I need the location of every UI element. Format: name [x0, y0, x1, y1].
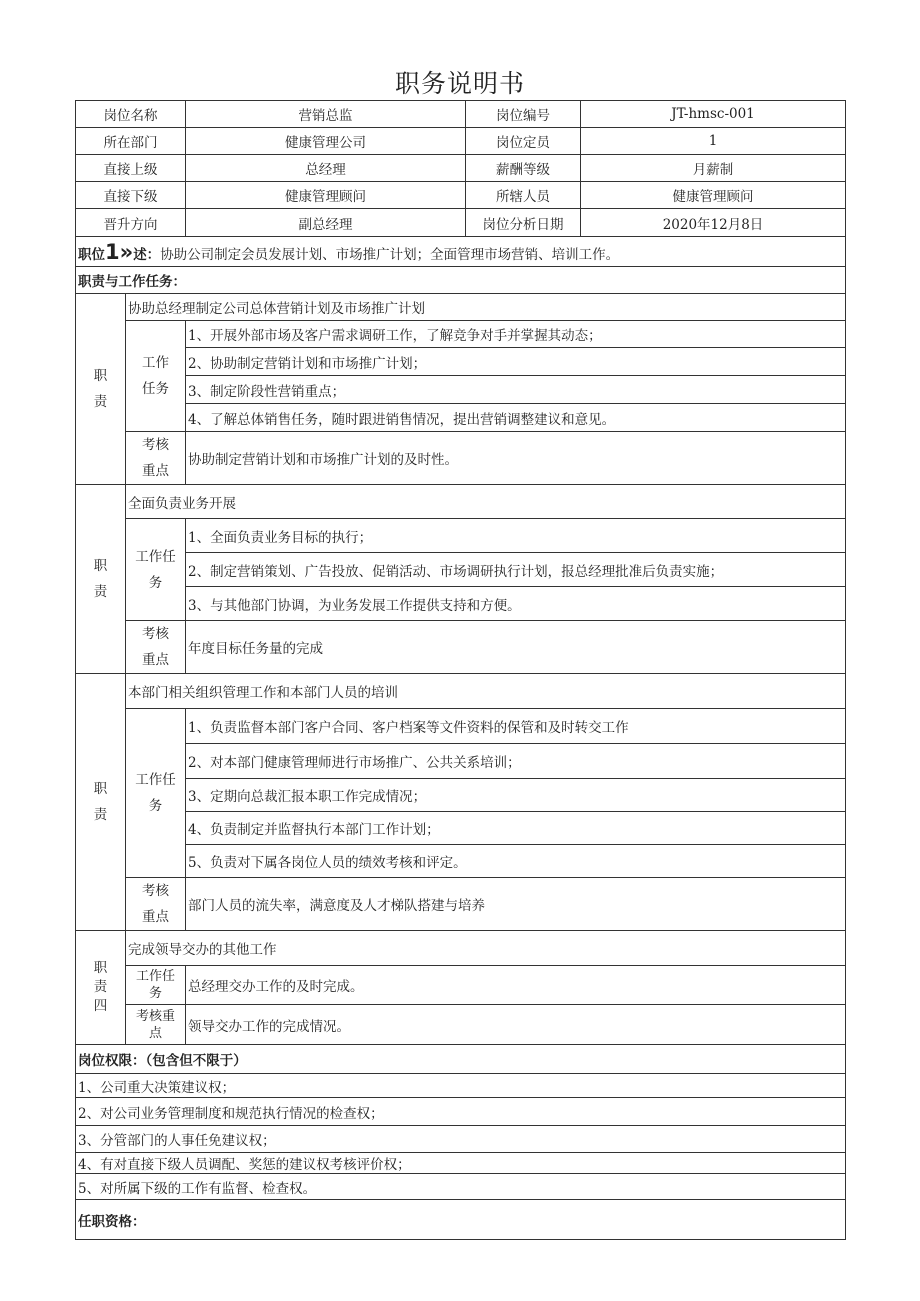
- info-row: [76, 128, 846, 155]
- duties-header-row: [76, 267, 846, 294]
- kpi-label: 考核重 点: [126, 1005, 186, 1045]
- info-value: 2020年12月8日: [581, 209, 846, 237]
- duties-header: 职责与工作任务：: [76, 267, 846, 294]
- authority-item: 4、有对直接下级人员调配、奖惩的建议权考核评价权；: [76, 1153, 846, 1174]
- info-label: 所在部门: [76, 128, 186, 155]
- summary-text: 协助公司制定会员发展计划、市场推广计划；全面管理市场营销、培训工作。: [160, 246, 620, 263]
- kpi-text: 部门人员的流失率，满意度及人才梯队搭建与培养: [186, 878, 846, 931]
- kpi-label: 考核 重点: [126, 878, 186, 931]
- task-item: 2、制定营销策划、广告投放、促销活动、市场调研执行计划，报总经理批准后负责实施；: [186, 553, 846, 587]
- kpi-text: 领导交办工作的完成情况。: [186, 1005, 846, 1045]
- task-item: 1、全面负责业务目标的执行；: [186, 519, 846, 553]
- summary-label: 职位: [78, 246, 105, 263]
- kpi-label: 考核 重点: [126, 621, 186, 674]
- task-item: 3、制定阶段性营销重点；: [186, 376, 846, 404]
- info-label: 岗位名称: [76, 101, 186, 128]
- task-label: 工作任 务: [126, 709, 186, 878]
- kpi-text: 年度目标任务量的完成: [186, 621, 846, 674]
- duty-label: 职 责: [76, 674, 126, 931]
- kpi-label: 考核 重点: [126, 432, 186, 485]
- info-row: [76, 209, 846, 237]
- info-value: 健康管理顾问: [186, 182, 466, 209]
- authority-item: 3、分管部门的人事任免建议权；: [76, 1126, 846, 1153]
- duty-title: 协助总经理制定公司总体营销计划及市场推广计划: [126, 294, 846, 321]
- summary-row: [76, 237, 846, 267]
- info-value: 1: [581, 128, 846, 155]
- summary-label-number: 1»: [105, 239, 134, 264]
- info-row: [76, 101, 846, 128]
- summary-label-suffix: 述：: [133, 246, 161, 263]
- task-item: 5、负责对下属各岗位人员的绩效考核和评定。: [186, 845, 846, 878]
- position-summary: [76, 237, 846, 267]
- info-row: [76, 182, 846, 209]
- info-label: 所辖人员: [466, 182, 581, 209]
- info-value: 健康管理公司: [186, 128, 466, 155]
- duty-label: 职 责 四: [76, 931, 126, 1045]
- task-label: 工作任 务: [126, 966, 186, 1005]
- task-item: 总经理交办工作的及时完成。: [186, 966, 846, 1005]
- job-description-table: [75, 100, 846, 1240]
- task-item: 3、与其他部门协调，为业务发展工作提供支持和方便。: [186, 587, 846, 621]
- info-value: JT-hmsc-001: [581, 101, 846, 128]
- task-item: 1、负责监督本部门客户合同、客户档案等文件资料的保管和及时转交工作: [186, 709, 846, 744]
- task-label: 工作任 务: [126, 519, 186, 621]
- kpi-text: 协助制定营销计划和市场推广计划的及时性。: [186, 432, 846, 485]
- info-value: 月薪制: [581, 155, 846, 182]
- duty-title: 完成领导交办的其他工作: [126, 931, 846, 966]
- authority-item: 2、对公司业务管理制度和规范执行情况的检查权；: [76, 1098, 846, 1126]
- qualification-header: 任职资格：: [76, 1200, 846, 1240]
- authority-item: 5、对所属下级的工作有监督、检查权。: [76, 1174, 846, 1200]
- task-item: 2、对本部门健康管理师进行市场推广、公共关系培训；: [186, 744, 846, 779]
- duty-title: 全面负责业务开展: [126, 485, 846, 519]
- info-label: 薪酬等级: [466, 155, 581, 182]
- info-label: 岗位定员: [466, 128, 581, 155]
- info-value: 副总经理: [186, 209, 466, 237]
- info-label: 晋升方向: [76, 209, 186, 237]
- info-value: 健康管理顾问: [581, 182, 846, 209]
- info-label: 直接下级: [76, 182, 186, 209]
- info-label: 直接上级: [76, 155, 186, 182]
- info-value: 总经理: [186, 155, 466, 182]
- task-item: 2、协助制定营销计划和市场推广计划；: [186, 348, 846, 376]
- info-label: 岗位编号: [466, 101, 581, 128]
- duty-label: 职 责: [76, 485, 126, 674]
- document-title: 职务说明书: [394, 69, 525, 98]
- info-value: 营销总监: [186, 101, 466, 128]
- task-item: 4、负责制定并监督执行本部门工作计划；: [186, 812, 846, 845]
- info-label: 岗位分析日期: [466, 209, 581, 237]
- duty-title: 本部门相关组织管理工作和本部门人员的培训: [126, 674, 846, 709]
- task-item: 4、了解总体销售任务，随时跟进销售情况，提出营销调整建议和意见。: [186, 404, 846, 432]
- duty-label: 职 责: [76, 294, 126, 485]
- task-label: 工作 任务: [126, 321, 186, 432]
- authority-header: 岗位权限：（包含但不限于）: [76, 1045, 846, 1074]
- task-item: 1、开展外部市场及客户需求调研工作，了解竞争对手并掌握其动态；: [186, 321, 846, 348]
- task-item: 3、定期向总裁汇报本职工作完成情况；: [186, 779, 846, 812]
- info-row: [76, 155, 846, 182]
- authority-item: 1、公司重大决策建议权；: [76, 1074, 846, 1098]
